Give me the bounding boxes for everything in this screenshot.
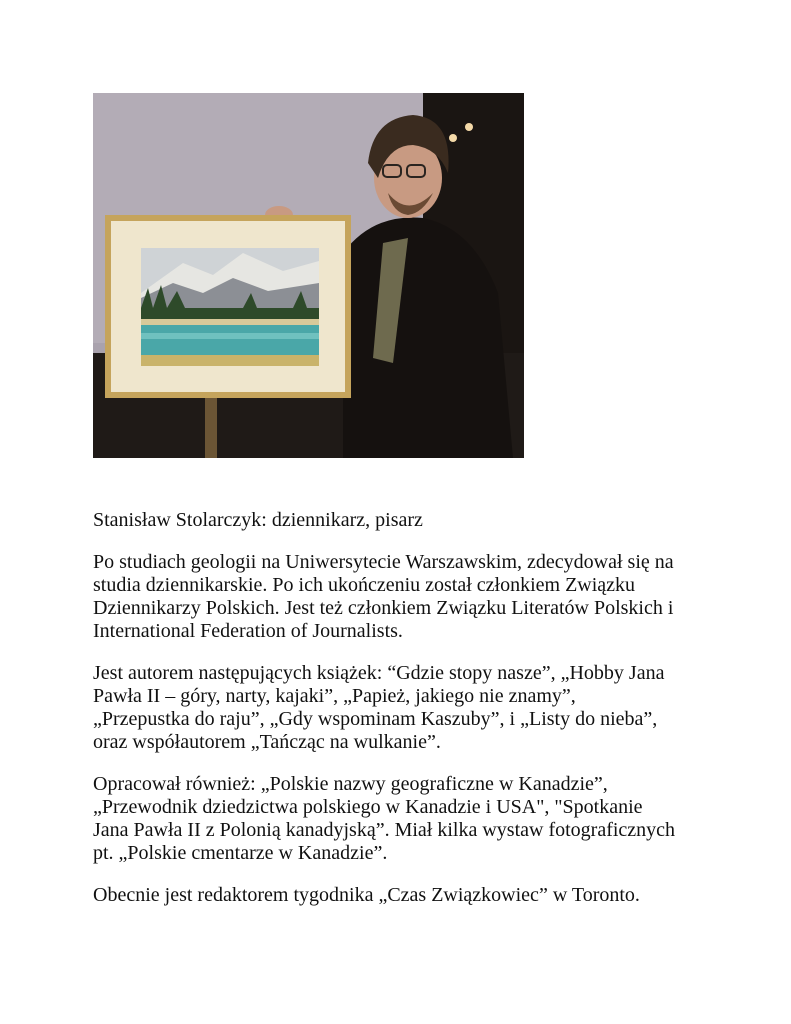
text-line: studia dziennikarskie. Po ich ukończeniu został członkiem Związku: [93, 574, 636, 596]
author-photo: [93, 93, 524, 458]
text-line: International Federation of Journalists.: [93, 620, 403, 642]
text-line: Dziennikarzy Polskich. Jest też członkiem Związku Literatów Polskich i: [93, 597, 674, 619]
text-line: Pawła II – góry, narty, kajaki”, „Papież, jakiego nie znamy”,: [93, 685, 576, 707]
text-line: oraz współautorem „Tańcząc na wulkanie”.: [93, 731, 441, 753]
paragraph-publications: [93, 773, 733, 865]
text-line: Jest autorem następujących książek: “Gdzie stopy nasze”, „Hobby Jana: [93, 662, 665, 684]
text-line: Obecnie jest redaktorem tygodnika „Czas Związkowiec” w Toronto.: [93, 884, 640, 906]
article-text: [93, 509, 733, 926]
photo-caption: Stanisław Stolarczyk: dziennikarz, pisarz: [93, 509, 423, 531]
paragraph-current-role: [93, 884, 733, 907]
text-line: Opracował również: „Polskie nazwy geograficzne w Kanadzie”,: [93, 773, 608, 795]
text-line: Jana Pawła II z Polonią kanadyjską”. Miał kilka wystaw fotograficznych: [93, 819, 676, 841]
author-photo-image: [93, 93, 524, 458]
text-line: pt. „Polskie cmentarze w Kanadzie”.: [93, 842, 388, 864]
text-line: „Przewodnik dziedzictwa polskiego w Kanadzie i USA", "Spotkanie: [93, 796, 643, 818]
text-line: Po studiach geologii na Uniwersytecie Warszawskim, zdecydował się na: [93, 551, 674, 573]
text-line: „Przepustka do raju”, „Gdy wspominam Kaszuby”, i „Listy do nieba”,: [93, 708, 658, 730]
paragraph-books: [93, 662, 733, 754]
paragraph-biography: [93, 551, 733, 643]
